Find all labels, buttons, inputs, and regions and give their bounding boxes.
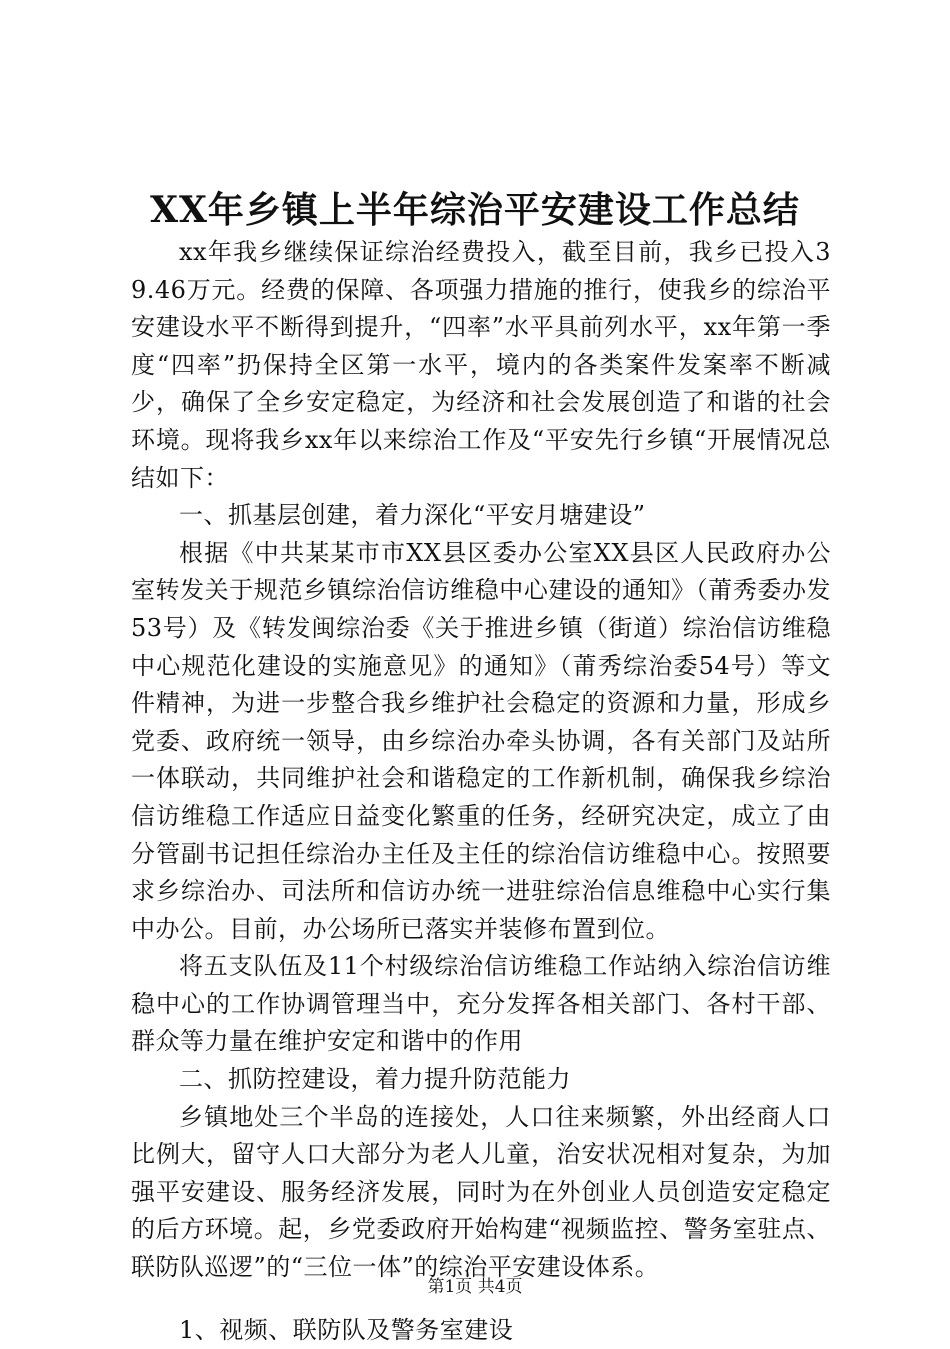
paragraph-section-2: 乡镇地处三个半岛的连接处，人口往来频繁，外出经商人口比例大，留守人口大部分为老人儿童，治安状况相对复杂，为加强平安建设、服务经济发展，同时为在外创业人员创造安定稳定的后方环境。起，乡党委政府开始构建“视频监控、警务室驻点、联防队巡逻”的“三位一体”的综治平安建设体系。 (131, 1102, 831, 1282)
subsection-heading-1: 1、视频、联防队及警务室建设 (179, 1315, 514, 1344)
document-body (131, 234, 831, 1349)
document-title: XX年乡镇上半年综治平安建设工作总结 (150, 189, 800, 231)
section-heading-1: 一、抓基层创建，着力深化“平安月塘建设” (179, 501, 646, 530)
paragraph-intro: xx年我乡继续保证综治经费投入，截至目前，我乡已投入39.46万元。经费的保障、各项强力措施的推行，使我乡的综治平安建设水平不断得到提升，“四率”水平具前列水平，xx年第一季度“四率”扔保持全区第一水平，境内的各类案件发案率不断减少，确保了全乡安定稳定，为经济和社会发展创造了和谐的社会环境。现将我乡xx年以来综治工作及“平安先行乡镇“开展情况总结如下： (131, 238, 831, 492)
paragraph-section-1: 根据《中共某某市市XX县区委办公室XX县区人民政府办公室转发关于规范乡镇综治信访维稳中心建设的通知》（莆秀委办发53号）及《转发闽综治委《关于推进乡镇（街道）综治信访维稳中心规范化建设的实施意见》的通知》（莆秀综治委54号）等文件精神，为进一步整合我乡维护社会稳定的资源和力量，形成乡党委、政府统一领导，由乡综治办牵头协调，各有关部门及站所一体联动，共同维护社会和谐稳定的工作新机制，确保我乡综治信访维稳工作适应日益变化繁重的任务，经研究决定，成立了由分管副书记担任综治办主任及主任的综治信访维稳中心。按照要求乡综治办、司法所和信访办统一进驻综治信息维稳中心实行集中办公。目前，办公场所已落实并装修布置到位。 (131, 538, 831, 943)
paragraph-section-1-cont: 将五支队伍及11个村级综治信访维稳工作站纳入综治信访维稳中心的工作协调管理当中，充分发挥各相关部门、各村干部、群众等力量在维护安定和谐中的作用 (131, 952, 831, 1056)
section-heading-2: 二、抓防控建设，着力提升防范能力 (179, 1065, 571, 1094)
page-footer: 第1页 共4页 (427, 1277, 523, 1297)
